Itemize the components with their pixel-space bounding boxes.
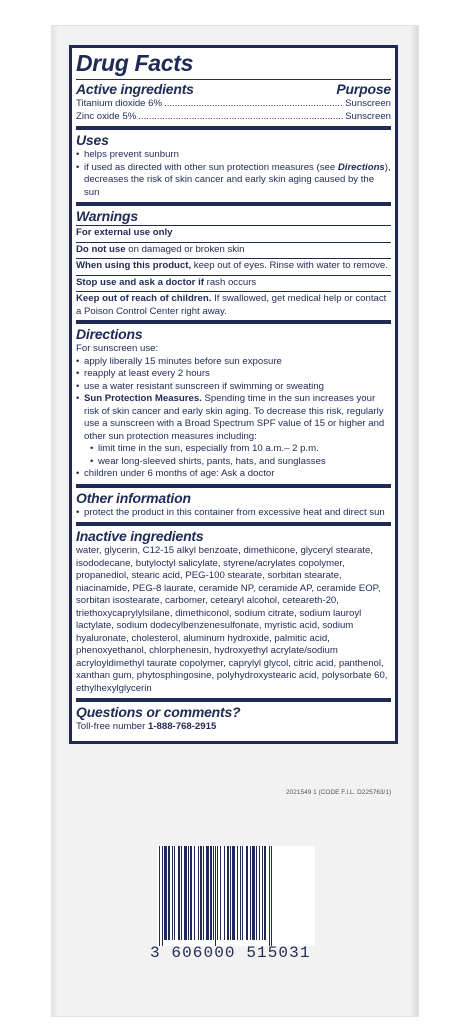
ingredient-name: Zinc oxide 5% — [76, 110, 137, 122]
drug-facts-title: Drug Facts — [76, 50, 194, 76]
directions-item: • reapply at least every 2 hours — [76, 368, 391, 381]
active-ingredients-header — [76, 79, 391, 98]
directions-subitem: • limit time in the sun, especially from 10 a.m.– 2 p.m. — [76, 443, 391, 456]
leader-dots — [164, 98, 343, 111]
active-ingredients-list — [76, 98, 391, 126]
barcode — [157, 846, 315, 946]
ingredient-purpose: Sunscreen — [345, 98, 391, 109]
inactive-ingredients-heading: Inactive ingredients — [76, 528, 204, 544]
directions-item: • apply liberally 15 minutes before sun exposure — [76, 356, 391, 369]
directions-heading: Directions — [76, 326, 143, 342]
product-code: 2021549 1 (CODE F.I.L. D225763/1) — [286, 789, 392, 796]
warnings-section — [76, 202, 391, 320]
warnings-heading: Warnings — [76, 208, 138, 224]
directions-item: • children under 6 months of age: Ask a doctor — [76, 468, 391, 481]
warning-external: For external use only — [76, 225, 391, 242]
ingredient-purpose: Sunscreen — [345, 110, 391, 122]
inactive-ingredients-section — [76, 522, 391, 698]
inactive-ingredients-text: water, glycerin, C12-15 alkyl benzoate, dimethicone, glyceryl stearate, isododecane, butyloctyl salicylate, styrene/acrylates copolymer, propanediol, stearic acid, PEG-100 stearate, sorbitan stearate, niacinamide, PEG-8 laurate, ceramide NP, ceramide AP, ceramide EOP, sorbitan isostearate, carbomer, cetearyl alcohol, ceteareth-20, triethoxycaprylylsilane, dimethiconol, sodium citrate, sodium lauroyl lactylate, sodium dodecylbenzenesulfonate, myristic acid, sodium hyaluronate, cholesterol, aluminum hydroxide, palmitic acid, phenoxyethanol, chlorphenesin, hydroxyethyl acrylate/sodium acryloyldimethyl taurate copolymer, caprylyl glycol, citric acid, panthenol, xanthan gum, phytosphingosine, polyhydroxystearic acid, polysorbate 60, ethylhexylglycerin — [76, 545, 388, 694]
directions-item: • Sun Protection Measures. Spending time in the sun increases your risk of skin cancer and early skin aging. To decrease this risk, regularly use a sunscreen with a Broad Spectrum SPF value of 15 or higher and other sun protection measures including: — [76, 393, 391, 443]
directions-item: • use a water resistant sunscreen if swimming or sweating — [76, 381, 391, 394]
drug-facts-panel — [69, 45, 398, 744]
active-ingredient-row — [76, 111, 391, 124]
uses-heading: Uses — [76, 132, 109, 148]
directions-section — [76, 320, 391, 484]
directions-intro: For sunscreen use: — [76, 343, 159, 354]
warning-keep-out: Keep out of reach of children. If swallowed, get medical help or contact a Poison Control Center right away. — [76, 291, 391, 320]
questions-section — [76, 698, 391, 737]
active-ingredient-row — [76, 98, 391, 111]
directions-subitem: • wear long-sleeved shirts, pants, hats, and sunglasses — [76, 456, 391, 469]
uses-section — [76, 126, 391, 202]
other-info-item: • protect the product in this container from excessive heat and direct sun — [76, 507, 391, 520]
warning-when-using: When using this product, keep out of eyes. Rinse with water to remove. — [76, 258, 391, 275]
ingredient-name: Titanium dioxide 6% — [76, 98, 163, 109]
uses-item: • if used as directed with other sun protection measures (see Directions), decreases the risk of skin cancer and early skin aging caused by the sun — [76, 162, 391, 200]
active-ingredients-heading: Active ingredients — [76, 81, 194, 97]
toll-free-line: Toll-free number 1-888-768-2915 — [76, 721, 217, 732]
barcode-number: 3 606000 515031 — [150, 944, 311, 962]
questions-heading: Questions or comments? — [76, 704, 241, 720]
leader-dots — [138, 111, 343, 124]
purpose-heading: Purpose — [336, 81, 391, 97]
other-info-heading: Other information — [76, 489, 191, 506]
other-info-section — [76, 484, 391, 523]
uses-item: • helps prevent sunburn — [76, 149, 391, 162]
warning-stop-use: Stop use and ask a doctor if rash occurs — [76, 275, 391, 292]
warning-do-not-use: Do not use on damaged or broken skin — [76, 242, 391, 259]
